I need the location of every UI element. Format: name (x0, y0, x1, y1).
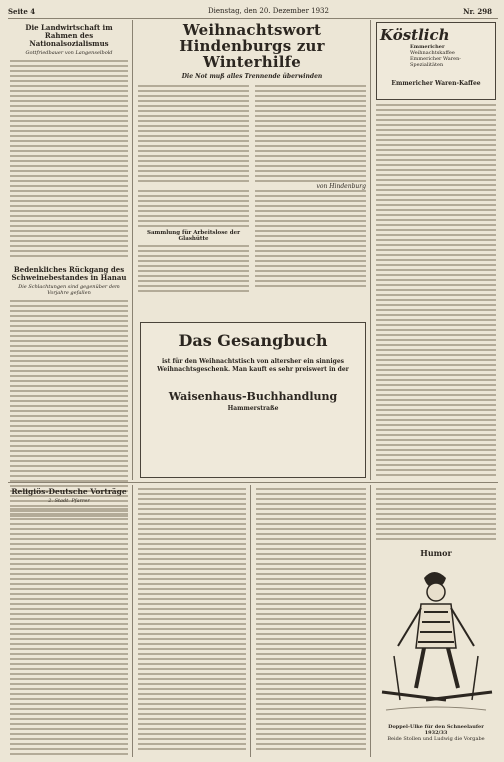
page-header (8, 6, 498, 18)
article-title: Die Landwirtschaft im Rahmen des Nationalsozialismus (25, 23, 113, 48)
gesangbuch-store: Waisenhaus-Buchhandlung (168, 390, 338, 403)
bottom-right-text (376, 488, 496, 544)
bottom-middle-left (138, 488, 246, 756)
headline-tagline: Die Not muß alles Trennende überwinden (181, 73, 323, 80)
article-title-2: Bedenkliches Rückgang des Schweinebestandes in Hanau (11, 265, 127, 282)
bottom-left-subtitle: 2. Stadt. Pfarrer (48, 498, 90, 504)
article-subtitle: Gottfriedbauer von Langenselbold (25, 50, 113, 56)
column-left (10, 24, 128, 479)
kostlich-footer: Emmericher Waren-Kaffee (391, 80, 481, 87)
article-subtitle-2: Die Schlachtungen sind gegenüber dem Vorjahre gefallen (18, 284, 120, 296)
humor-caption: Doppel-Ulke für den Schneelaufer 1932/33 (388, 724, 484, 736)
kostlich-line1: Emmericher (410, 44, 445, 50)
page-date: Dienstag, den 20. Dezember 1932 (208, 7, 329, 15)
headline: Weihnachtswort Hindenburgs zur Winterhilfe (179, 21, 325, 71)
article-text (10, 60, 128, 260)
page-number: Seite 4 (8, 7, 36, 16)
gesangbuch-ad (140, 322, 366, 478)
humor-caption-2: Beide Stollen und Ludwig die Vorgabe (387, 736, 485, 742)
column-right (376, 104, 496, 479)
center-lower-text (138, 190, 366, 318)
article-text-2 (10, 300, 128, 520)
gesangbuch-text: ist für den Weihnachtstisch von altersher ein sinniges Weihnachtsgeschenk. Man kauft es sehr preiswert in der (157, 358, 349, 373)
issue-number: Nr. 298 (463, 7, 492, 16)
humor-box (376, 548, 496, 756)
kostlich-ad (376, 22, 496, 100)
center-headline-block (138, 22, 366, 192)
signature: von Hindenburg (316, 183, 366, 190)
bottom-middle-right (256, 488, 366, 756)
kostlich-line3: Emmericher Waren-Spezialitäten (410, 56, 461, 68)
sub-article-title: Sammlung für Arbeitslose der Glashütte (147, 230, 240, 242)
gesangbuch-title: Das Gesangbuch (178, 331, 328, 350)
bottom-left-article (10, 488, 128, 756)
kostlich-brand: Köstlich (380, 26, 450, 44)
bottom-left-title: Religiös-Deutsche Vorträge (11, 488, 127, 496)
skier-illustration (376, 560, 496, 720)
kostlich-line2: Weihnachtskaffee (410, 50, 455, 56)
humor-title: Humor (420, 548, 452, 558)
gesangbuch-address: Hammerstraße (227, 405, 279, 412)
